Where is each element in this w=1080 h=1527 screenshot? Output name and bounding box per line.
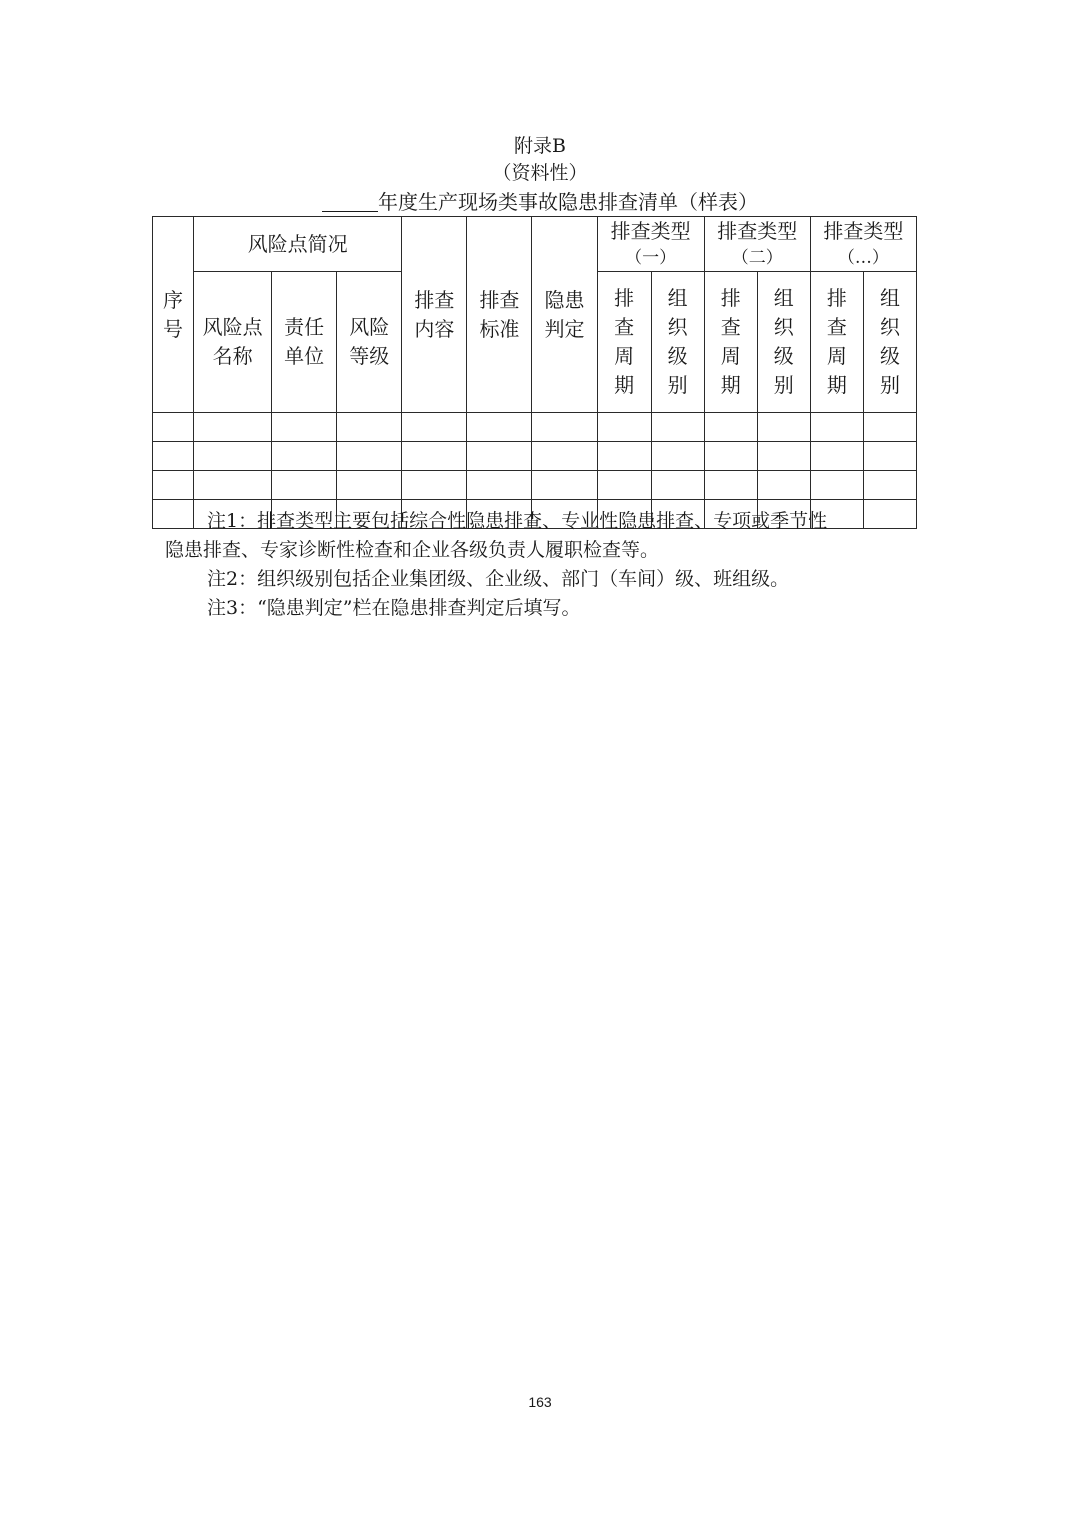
table-cell[interactable] <box>532 471 597 500</box>
table-cell[interactable] <box>651 442 704 471</box>
standard-header-text: 排查标准 <box>479 287 520 341</box>
table-cell[interactable] <box>532 413 597 442</box>
note-1-line-1: 注1：排查类型主要包括综合性隐患排查、专业性隐患排查、专项或季节性 <box>207 510 828 532</box>
table-cell[interactable] <box>402 471 467 500</box>
org-level-header-text-3: 组织级别 <box>879 286 900 397</box>
table-cell[interactable] <box>467 442 532 471</box>
seq-header <box>153 217 194 413</box>
judgement-header <box>532 217 597 413</box>
period-header-1 <box>597 272 651 413</box>
type-group-sub-1: （一） <box>625 248 677 268</box>
org-level-header-1 <box>651 272 704 413</box>
type-group-label-2: 排查类型 <box>717 219 798 243</box>
type-group-header-3 <box>810 217 916 272</box>
type-group-header-2 <box>704 217 810 272</box>
table-cell[interactable] <box>651 413 704 442</box>
table-cell[interactable] <box>757 413 810 442</box>
table-cell[interactable] <box>194 471 272 500</box>
document-title-text: 年度生产现场类事故隐患排查清单（样表） <box>378 190 758 214</box>
type-group-label-3: 排查类型 <box>823 219 904 243</box>
table-row <box>153 442 917 471</box>
period-header-text-3: 排查周期 <box>826 286 847 397</box>
table-cell[interactable] <box>337 471 402 500</box>
seq-header-text: 序号 <box>163 287 184 341</box>
table-cell[interactable] <box>597 442 651 471</box>
risk-name-header <box>194 272 272 413</box>
content-header <box>402 217 467 413</box>
period-header-3 <box>810 272 863 413</box>
hazard-checklist-table <box>152 216 917 529</box>
table-cell[interactable] <box>810 442 863 471</box>
table-cell[interactable] <box>532 442 597 471</box>
period-header-text-1: 排查周期 <box>614 286 635 397</box>
org-level-header-text-2: 组织级别 <box>773 286 794 397</box>
appendix-label: 附录B <box>514 135 566 157</box>
table-cell[interactable] <box>704 413 757 442</box>
unit-header-text: 责任单位 <box>284 315 325 368</box>
table-cell[interactable] <box>597 413 651 442</box>
table-cell[interactable] <box>704 471 757 500</box>
period-header-2 <box>704 272 757 413</box>
year-blank-line <box>322 191 378 212</box>
table-cell[interactable] <box>272 413 337 442</box>
document-title <box>0 190 1080 214</box>
page-number: 163 <box>528 1394 552 1410</box>
table-cell[interactable] <box>402 442 467 471</box>
table-cell[interactable] <box>153 442 194 471</box>
table-cell[interactable] <box>810 413 863 442</box>
table-row <box>153 471 917 500</box>
org-level-header-3 <box>863 272 916 413</box>
level-header <box>337 272 402 413</box>
note-1-line-2: 隐患排查、专家诊断性检查和企业各级负责人履职检查等。 <box>165 539 660 561</box>
standard-header <box>467 217 532 413</box>
unit-header <box>272 272 337 413</box>
table-cell[interactable] <box>153 413 194 442</box>
table-cell[interactable] <box>467 413 532 442</box>
table-cell[interactable] <box>863 471 916 500</box>
appendix-nature: （资料性） <box>492 162 588 184</box>
type-group-header-1 <box>597 217 704 272</box>
notes-block <box>165 507 925 623</box>
table-cell[interactable] <box>337 442 402 471</box>
table-cell[interactable] <box>194 413 272 442</box>
type-group-sub-2: （二） <box>731 248 783 268</box>
table-header-row <box>153 217 917 272</box>
table-cell[interactable] <box>597 471 651 500</box>
table-cell[interactable] <box>757 442 810 471</box>
table-cell[interactable] <box>272 442 337 471</box>
period-header-text-2: 排查周期 <box>720 286 741 397</box>
table-cell[interactable] <box>651 471 704 500</box>
level-header-text: 风险等级 <box>349 315 390 368</box>
table-cell[interactable] <box>467 471 532 500</box>
risk-group-header: 风险点简况 <box>194 217 402 272</box>
table-cell[interactable] <box>153 471 194 500</box>
note-3: 注3：“隐患判定”栏在隐患排查判定后填写。 <box>207 597 581 619</box>
type-group-sub-3: （…） <box>837 248 889 268</box>
judgement-header-text: 隐患判定 <box>544 287 585 341</box>
table-cell[interactable] <box>757 471 810 500</box>
table-cell[interactable] <box>272 471 337 500</box>
content-header-text: 排查内容 <box>414 287 455 341</box>
table-cell[interactable] <box>337 413 402 442</box>
table-cell[interactable] <box>704 442 757 471</box>
table-cell[interactable] <box>863 442 916 471</box>
org-level-header-2 <box>757 272 810 413</box>
type-group-label-1: 排查类型 <box>610 219 691 243</box>
table-cell[interactable] <box>194 442 272 471</box>
note-2: 注2：组织级别包括企业集团级、企业级、部门（车间）级、班组级。 <box>207 568 790 590</box>
table-cell[interactable] <box>402 413 467 442</box>
table-cell[interactable] <box>810 471 863 500</box>
table-cell[interactable] <box>863 413 916 442</box>
org-level-header-text-1: 组织级别 <box>667 286 688 397</box>
risk-name-header-text: 风险点名称 <box>202 315 263 368</box>
table-row <box>153 413 917 442</box>
